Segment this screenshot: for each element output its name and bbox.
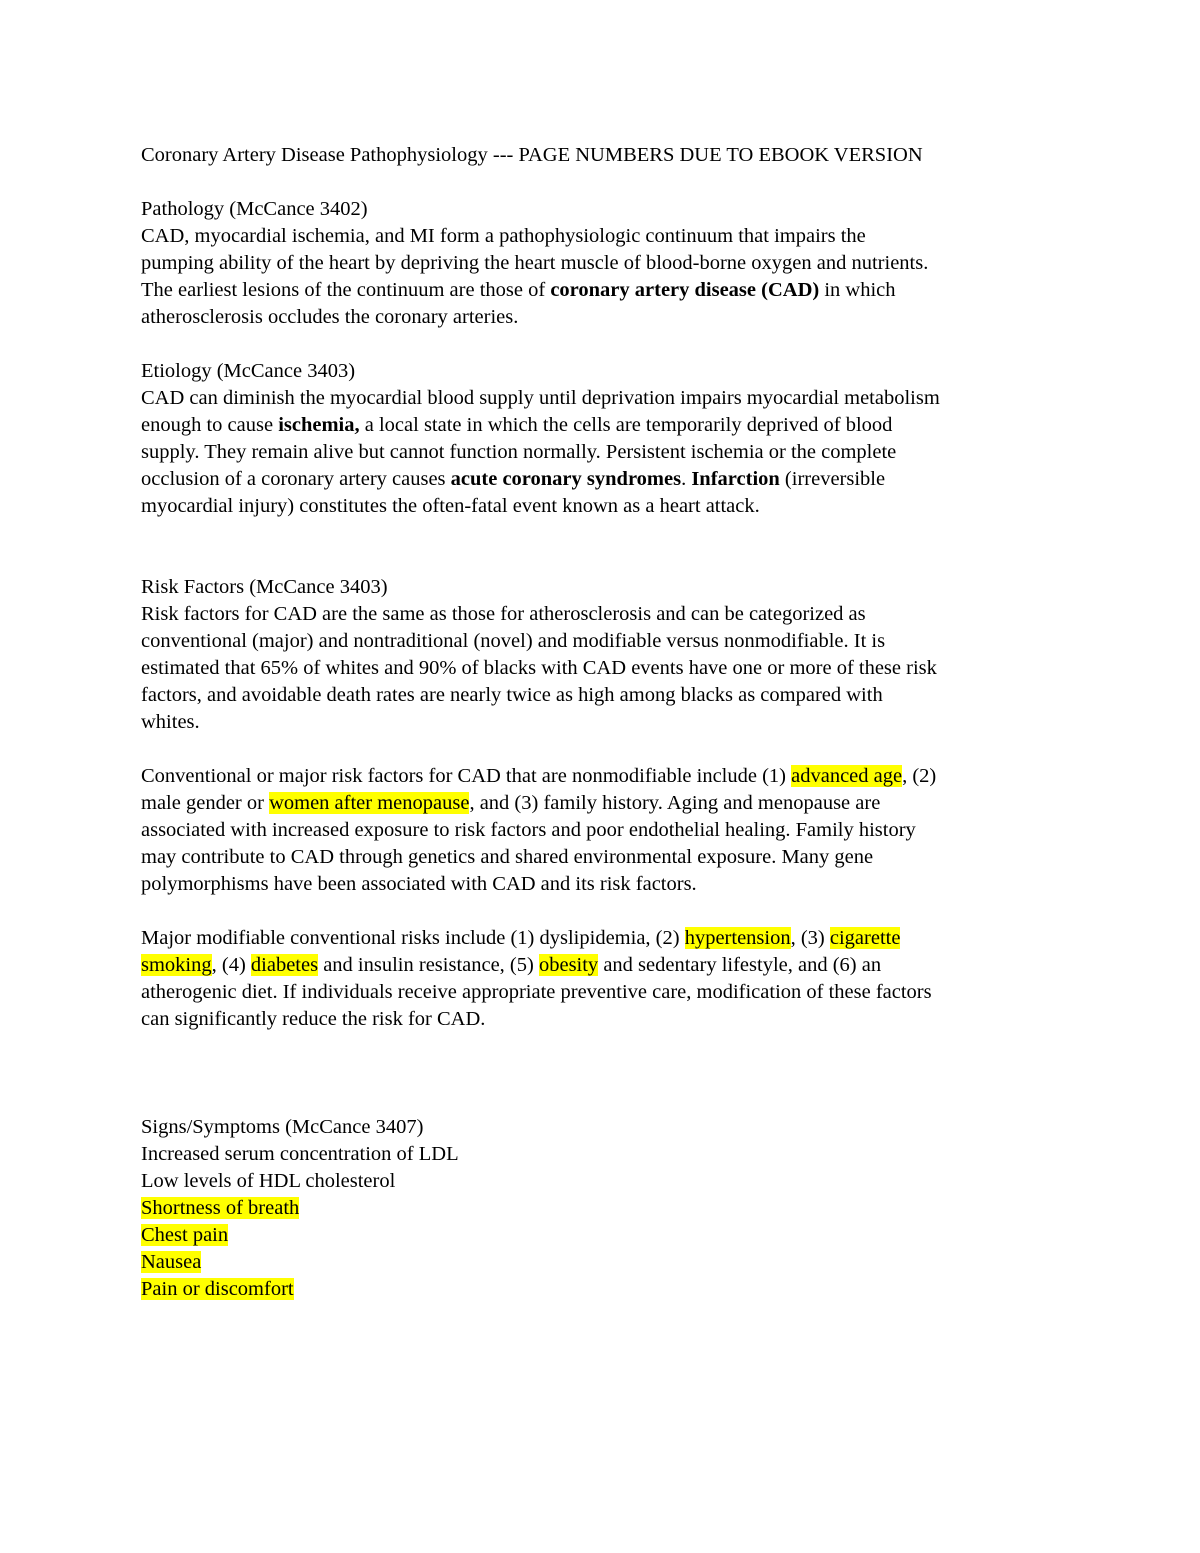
highlight-hypertension: hypertension: [684, 927, 791, 949]
list-item: [141, 1195, 1070, 1222]
text-span: .: [681, 468, 692, 490]
paragraph-line: factors, and avoidable death rates are nearly twice as high among blacks as compared with: [141, 684, 883, 706]
text-span: in which: [819, 279, 896, 301]
list-item: [141, 1276, 1070, 1303]
paragraph-line: polymorphisms have been associated with CAD and its risk factors.: [141, 873, 697, 895]
paragraph-line: can significantly reduce the risk for CAD.: [141, 1008, 486, 1030]
bold-term-ischemia: ischemia,: [278, 414, 360, 436]
list-item: [141, 1222, 1070, 1249]
text-span: and insulin resistance, (5): [318, 954, 539, 976]
section-risk-factors: [141, 574, 1070, 736]
document-title: Coronary Artery Disease Pathophysiology --- PAGE NUMBERS DUE TO EBOOK VERSION: [141, 144, 923, 166]
paragraph-line: CAD can diminish the myocardial blood supply until deprivation impairs myocardial metabolism: [141, 387, 940, 409]
highlight-advanced-age: advanced age: [791, 765, 903, 787]
bold-term-infarction: Infarction: [691, 468, 780, 490]
paragraph-modifiable-risks: [141, 925, 1070, 1033]
text-span: a local state in which the cells are temporarily deprived of blood: [359, 414, 893, 436]
highlight-cigarette: cigarette: [829, 927, 901, 949]
text-span: enough to cause: [141, 414, 279, 436]
text-span: , (3): [790, 927, 830, 949]
text-span: and sedentary lifestyle, and (6) an: [598, 954, 882, 976]
section-heading-etiology: Etiology (McCance 3403): [141, 360, 356, 382]
section-heading-risk-factors: Risk Factors (McCance 3403): [141, 576, 388, 598]
text-span: occlusion of a coronary artery causes: [141, 468, 451, 490]
text-span: , (4): [211, 954, 251, 976]
highlight-smoking: smoking: [141, 954, 212, 976]
paragraph-line: supply. They remain alive but cannot function normally. Persistent ischemia or the complete: [141, 441, 897, 463]
paragraph-line: conventional (major) and nontraditional (novel) and modifiable versus nonmodifiable. It is: [141, 630, 886, 652]
section-signs-symptoms: [141, 1114, 1070, 1303]
section-etiology: [141, 358, 1070, 520]
paragraph-line: myocardial injury) constitutes the often-fatal event known as a heart attack.: [141, 495, 760, 517]
paragraph-line: atherogenic diet. If individuals receive appropriate preventive care, modification of these factors: [141, 981, 932, 1003]
text-span: male gender or: [141, 792, 270, 814]
highlight-shortness-of-breath: Shortness of breath: [141, 1197, 300, 1219]
paragraph-line: pumping ability of the heart by depriving the heart muscle of blood-borne oxygen and nutrients.: [141, 252, 929, 274]
section-heading-signs-symptoms: Signs/Symptoms (McCance 3407): [141, 1116, 424, 1138]
paragraph-line: whites.: [141, 711, 200, 733]
text-span: Major modifiable conventional risks include (1) dyslipidemia, (2): [141, 927, 685, 949]
highlight-pain-or-discomfort: Pain or discomfort: [141, 1278, 294, 1300]
highlight-obesity: obesity: [538, 954, 599, 976]
paragraph-line: CAD, myocardial ischemia, and MI form a pathophysiologic continuum that impairs the: [141, 225, 866, 247]
symptom-text: Low levels of HDL cholesterol: [141, 1170, 396, 1192]
list-item: [141, 1141, 1070, 1168]
paragraph-line: [141, 952, 1070, 979]
list-item: [141, 1249, 1070, 1276]
paragraph-line: [141, 790, 1070, 817]
paragraph-line: may contribute to CAD through genetics and shared environmental exposure. Many gene: [141, 846, 874, 868]
paragraph-line: associated with increased exposure to risk factors and poor endothelial healing. Family history: [141, 819, 916, 841]
highlight-chest-pain: Chest pain: [141, 1224, 229, 1246]
paragraph-line: [141, 412, 1070, 439]
highlight-diabetes: diabetes: [250, 954, 319, 976]
text-span: , and (3) family history. Aging and menopause are: [469, 792, 881, 814]
text-span: , (2): [902, 765, 937, 787]
list-item: [141, 1168, 1070, 1195]
paragraph-conventional-risks: [141, 763, 1070, 898]
section-heading-pathology: Pathology (McCance 3402): [141, 198, 368, 220]
paragraph-line: [141, 466, 1070, 493]
text-span: (irreversible: [779, 468, 886, 490]
section-pathology: [141, 196, 1070, 331]
symptom-text: Increased serum concentration of LDL: [141, 1143, 459, 1165]
text-span: The earliest lesions of the continuum are those of: [141, 279, 551, 301]
paragraph-line: [141, 277, 1070, 304]
text-span: Conventional or major risk factors for CAD that are nonmodifiable include (1): [141, 765, 792, 787]
bold-term-acs: acute coronary syndromes: [450, 468, 682, 490]
paragraph-line: [141, 925, 1070, 952]
paragraph-line: [141, 763, 1070, 790]
paragraph-line: estimated that 65% of whites and 90% of blacks with CAD events have one or more of these risk: [141, 657, 937, 679]
bold-term-cad: coronary artery disease (CAD): [550, 279, 820, 301]
paragraph-line: Risk factors for CAD are the same as those for atherosclerosis and can be categorized as: [141, 603, 866, 625]
highlight-nausea: Nausea: [141, 1251, 202, 1273]
paragraph-line: atherosclerosis occludes the coronary arteries.: [141, 306, 519, 328]
highlight-women-after-menopause: women after menopause: [269, 792, 470, 814]
